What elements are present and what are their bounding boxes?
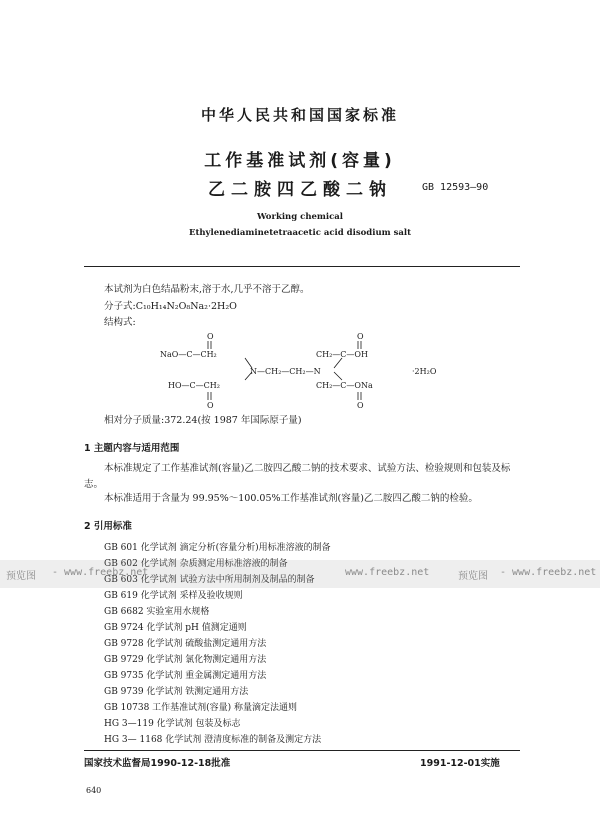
watermark-url-right: - www.freebz.net — [500, 567, 597, 578]
oxygen-label: O — [207, 332, 214, 341]
approval-date: 国家技术监督局1990-12-18批准 — [84, 758, 231, 769]
oxygen-label: O — [207, 401, 214, 408]
english-title-line-1: Working chemical — [256, 212, 344, 222]
title-line-2: 乙二胺四乙酸二钠 — [208, 180, 392, 200]
title-line-1: 工作基准试剂(容量) — [204, 151, 396, 171]
section-1-para-1-cont: 志。 — [84, 479, 104, 490]
english-title-line-2: Ethylenediaminetetraacetic acid disodium salt — [188, 228, 412, 238]
reference-item: HG 3—119 化学试剂 包装及标志 — [104, 719, 241, 729]
footer-divider — [84, 750, 520, 751]
section-1-para-2: 本标准适用于含量为 99.95%～100.05%工作基准试剂(容量)乙二胺四乙酸二钠的检验。 — [104, 493, 478, 504]
reference-item: GB 9735 化学试剂 重金属测定通用方法 — [104, 671, 267, 681]
section-2-heading: 2 引用标准 — [84, 521, 132, 532]
hoc-group: HO—C—CH₂ — [168, 381, 220, 390]
reference-item: GB 10738 工作基准试剂(容量) 称量滴定法通则 — [104, 703, 298, 713]
reference-item: GB 602 化学试剂 杂质测定用标准溶液的制备 — [104, 559, 288, 569]
section-1-para-1: 本标准规定了工作基准试剂(容量)乙二胺四乙酸二钠的技术要求、试验方法、检验规则和包装及标 — [104, 463, 511, 474]
watermark-url-mid: www.freebz.net — [345, 567, 430, 578]
molecular-weight: 相对分子质量:372.24(按 1987 年国际原子量) — [104, 415, 302, 426]
naoc-group: NaO—C—CH₂ — [160, 350, 217, 359]
watermark-band — [0, 560, 600, 588]
structural-formula — [150, 332, 450, 408]
reference-item: GB 9729 化学试剂 氯化物测定通用方法 — [104, 655, 267, 665]
header-divider — [84, 266, 520, 267]
reference-item: GB 603 化学试剂 试验方法中所用制剂及制品的制备 — [104, 575, 315, 585]
reference-item: HG 3— 1168 化学试剂 澄清度标准的制备及测定方法 — [104, 735, 322, 745]
reference-item: GB 9739 化学试剂 铁测定通用方法 — [104, 687, 249, 697]
structure-label: 结构式: — [104, 317, 136, 328]
ch2-c-oh-group: CH₂—C—OH — [316, 350, 368, 359]
ethylene-chain: N—CH₂—CH₂—N — [250, 367, 321, 376]
reference-item: GB 6682 实验室用水规格 — [104, 607, 210, 617]
section-1-heading: 1 主题内容与适用范围 — [84, 443, 180, 454]
implementation-date: 1991-12-01实施 — [420, 758, 500, 769]
reference-item: GB 9724 化学试剂 pH 值测定通则 — [104, 623, 247, 633]
molecular-formula: 分子式:C₁₀H₁₄N₂O₈Na₂·2H₂O — [104, 301, 237, 312]
page-number: 640 — [86, 786, 102, 795]
watermark-url-left: - www.freebz.net — [52, 567, 149, 578]
watermark-label-right: 预览图 — [458, 571, 488, 582]
ch2-c-ona-group: CH₂—C—ONa — [316, 381, 373, 390]
reference-item: GB 619 化学试剂 采样及验收规则 — [104, 591, 243, 601]
water-of-crystallization: ·2H₂O — [412, 367, 437, 376]
description: 本试剂为白色结晶粉末,溶于水,几乎不溶于乙醇。 — [104, 284, 310, 295]
oxygen-label: O — [357, 332, 364, 341]
reference-item: GB 9728 化学试剂 硫酸盐测定通用方法 — [104, 639, 267, 649]
standard-code: GB 12593—90 — [422, 182, 489, 193]
issuing-org: 中华人民共和国国家标准 — [200, 106, 399, 124]
watermark-label-left: 预览图 — [6, 571, 36, 582]
reference-item: GB 601 化学试剂 滴定分析(容量分析)用标准溶液的制备 — [104, 543, 331, 553]
oxygen-label: O — [357, 401, 364, 408]
